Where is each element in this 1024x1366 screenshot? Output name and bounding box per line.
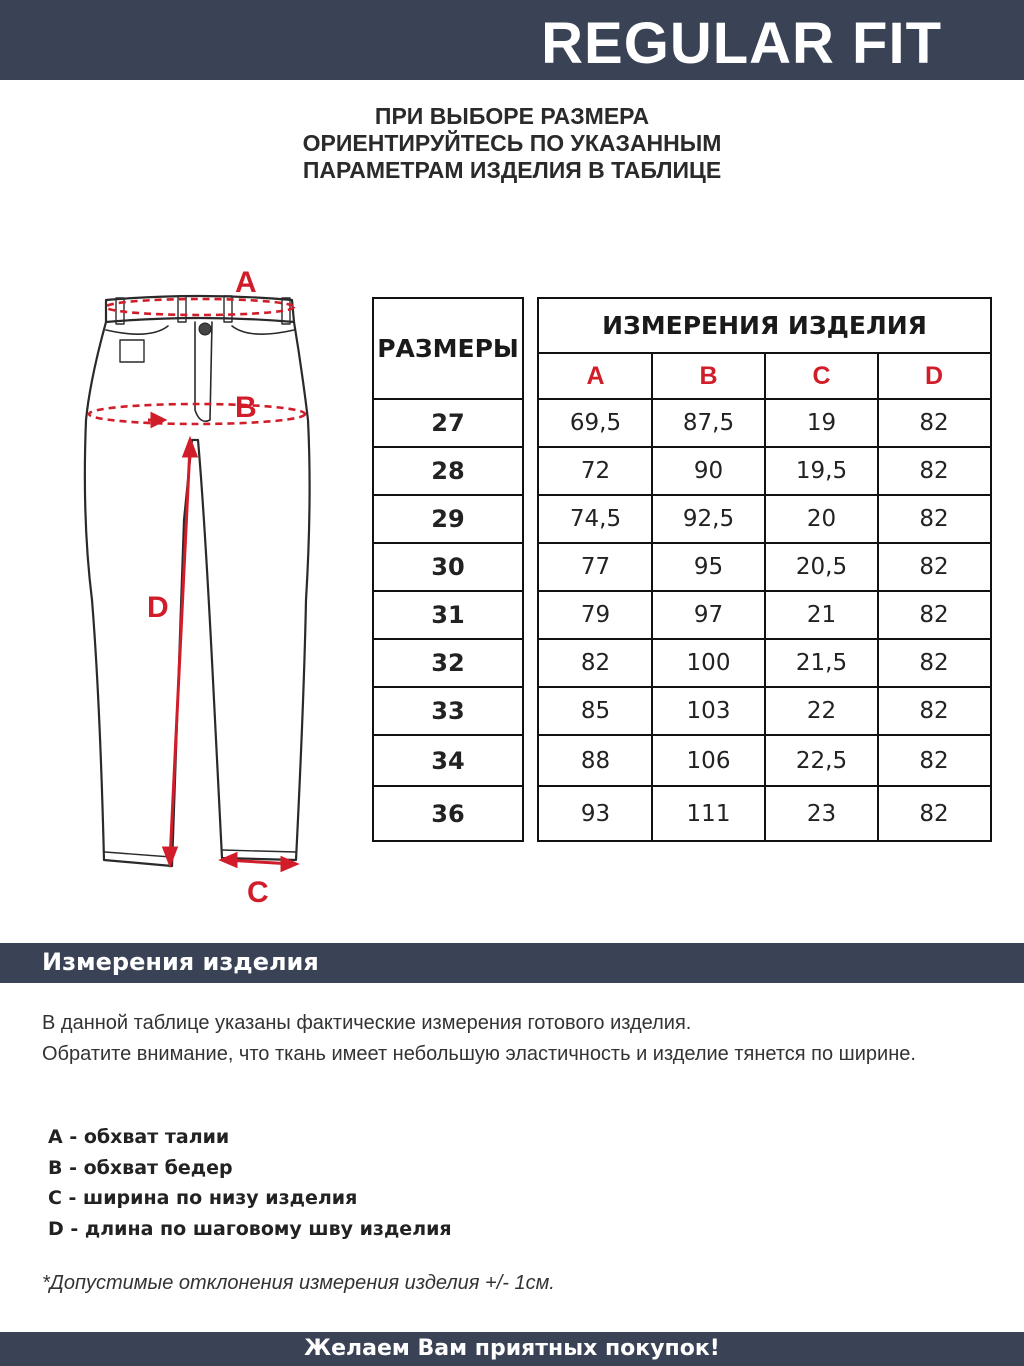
instruction-line: ПРИ ВЫБОРЕ РАЗМЕРА bbox=[374, 103, 650, 129]
measurement-cell: 82 bbox=[919, 602, 949, 628]
coin-pocket bbox=[120, 340, 144, 362]
measurement-cell: 90 bbox=[693, 458, 724, 484]
button-icon bbox=[199, 323, 211, 335]
legend-item: C - ширина по низу изделия bbox=[48, 1187, 358, 1209]
label-a: A bbox=[235, 266, 257, 299]
column-header-c: C bbox=[765, 354, 878, 400]
footer-bar bbox=[0, 1332, 1024, 1366]
section-bar bbox=[0, 943, 1024, 983]
size-row bbox=[374, 787, 522, 841]
tolerance-note: *Допустимые отклонения измерения изделия +/- 1см. bbox=[42, 1272, 555, 1294]
measurement-cell: 82 bbox=[919, 801, 949, 827]
description bbox=[42, 1013, 992, 1075]
waist-measure-line bbox=[106, 299, 294, 315]
column-header-b: B bbox=[652, 354, 765, 400]
measurement-cell: 20 bbox=[806, 506, 837, 532]
size-row bbox=[374, 400, 522, 448]
measurement-cell: 77 bbox=[580, 554, 611, 580]
measurement-cell: 19 bbox=[806, 410, 837, 436]
measurement-cell: 93 bbox=[580, 801, 611, 827]
inseam-measure-line bbox=[170, 446, 190, 860]
size-row bbox=[374, 544, 522, 592]
measurement-cell: 21,5 bbox=[795, 650, 848, 676]
size-row bbox=[374, 496, 522, 544]
section-title: Измерения изделия bbox=[42, 948, 319, 976]
size-row bbox=[374, 640, 522, 688]
sizes-header: РАЗМЕРЫ bbox=[374, 299, 522, 400]
instruction-line: ОРИЕНТИРУЙТЕСЬ ПО УКАЗАННЫМ bbox=[302, 130, 722, 156]
measurement-cell: 82 bbox=[919, 506, 949, 532]
size-cell: 34 bbox=[431, 746, 465, 775]
measurement-cell: 82 bbox=[580, 650, 611, 676]
instruction-line: ПАРАМЕТРАМ ИЗДЕЛИЯ В ТАБЛИЦЕ bbox=[302, 157, 722, 183]
size-row bbox=[374, 736, 522, 787]
measurement-cell: 79 bbox=[580, 602, 611, 628]
right-pocket bbox=[232, 326, 294, 334]
sizes-table bbox=[372, 297, 524, 842]
measurement-cell: 97 bbox=[693, 602, 724, 628]
measurement-cell: 82 bbox=[919, 554, 949, 580]
size-cell: 28 bbox=[431, 457, 465, 485]
left-pocket bbox=[106, 326, 168, 334]
legend-item: B - обхват бедер bbox=[48, 1156, 233, 1179]
legend-item: D - длина по шаговому шву изделия bbox=[48, 1217, 452, 1240]
size-cell: 29 bbox=[431, 505, 465, 533]
size-cell: 36 bbox=[431, 800, 465, 828]
measurement-cell: 22,5 bbox=[795, 747, 848, 774]
footer-text: Желаем Вам приятных покупок! bbox=[304, 1336, 720, 1361]
legend-item: A - обхват талии bbox=[48, 1126, 230, 1148]
description-line: В данной таблице указаны фактические измерения готового изделия. bbox=[42, 1012, 692, 1034]
label-d: D bbox=[147, 591, 169, 624]
measurement-cell: 19,5 bbox=[795, 458, 848, 484]
size-cell: 32 bbox=[431, 649, 465, 677]
size-cell: 30 bbox=[431, 553, 465, 581]
measurements-table bbox=[537, 297, 992, 842]
fit-title: REGULAR FIT bbox=[541, 11, 942, 76]
measurement-legend bbox=[48, 1122, 452, 1244]
column-header-a: A bbox=[539, 354, 652, 400]
column-header-d: D bbox=[878, 354, 990, 400]
measurement-cell: 88 bbox=[580, 747, 611, 774]
label-b: B bbox=[235, 391, 257, 424]
measurement-cell: 69,5 bbox=[569, 410, 622, 436]
measurement-cell: 74,5 bbox=[569, 506, 622, 532]
measurement-cell: 103 bbox=[686, 698, 731, 724]
measurement-cell: 23 bbox=[806, 801, 837, 827]
measurements-header: ИЗМЕРЕНИЯ ИЗДЕЛИЯ bbox=[539, 299, 990, 354]
measurement-cell: 82 bbox=[919, 410, 949, 436]
measurement-cell: 82 bbox=[919, 650, 949, 676]
measurement-cell: 92,5 bbox=[682, 506, 735, 532]
measurement-cell: 100 bbox=[686, 650, 731, 676]
measurement-cell: 22 bbox=[806, 698, 837, 724]
size-row bbox=[374, 688, 522, 736]
measurement-cell: 20,5 bbox=[795, 554, 848, 580]
size-row bbox=[374, 592, 522, 640]
fly-seam bbox=[195, 322, 212, 421]
measurement-cell: 85 bbox=[580, 698, 611, 724]
size-cell: 33 bbox=[431, 697, 465, 725]
measurement-cell: 106 bbox=[686, 747, 731, 774]
measurement-cell: 87,5 bbox=[682, 410, 735, 436]
waistband-outline bbox=[106, 296, 294, 322]
size-row bbox=[374, 448, 522, 496]
description-line: Обратите внимание, что ткань имеет небольшую эластичность и изделие тянется по ширине. bbox=[42, 1043, 916, 1065]
measurement-cell: 95 bbox=[693, 554, 724, 580]
label-c: C bbox=[247, 876, 269, 909]
measurement-cell: 111 bbox=[686, 801, 731, 827]
size-cell: 27 bbox=[431, 409, 465, 437]
measurement-cell: 72 bbox=[580, 458, 611, 484]
measurement-cell: 21 bbox=[806, 602, 837, 628]
measurement-cell: 82 bbox=[919, 747, 949, 774]
size-cell: 31 bbox=[431, 601, 465, 629]
measurement-cell: 82 bbox=[919, 458, 949, 484]
measurement-cell: 82 bbox=[919, 698, 949, 724]
